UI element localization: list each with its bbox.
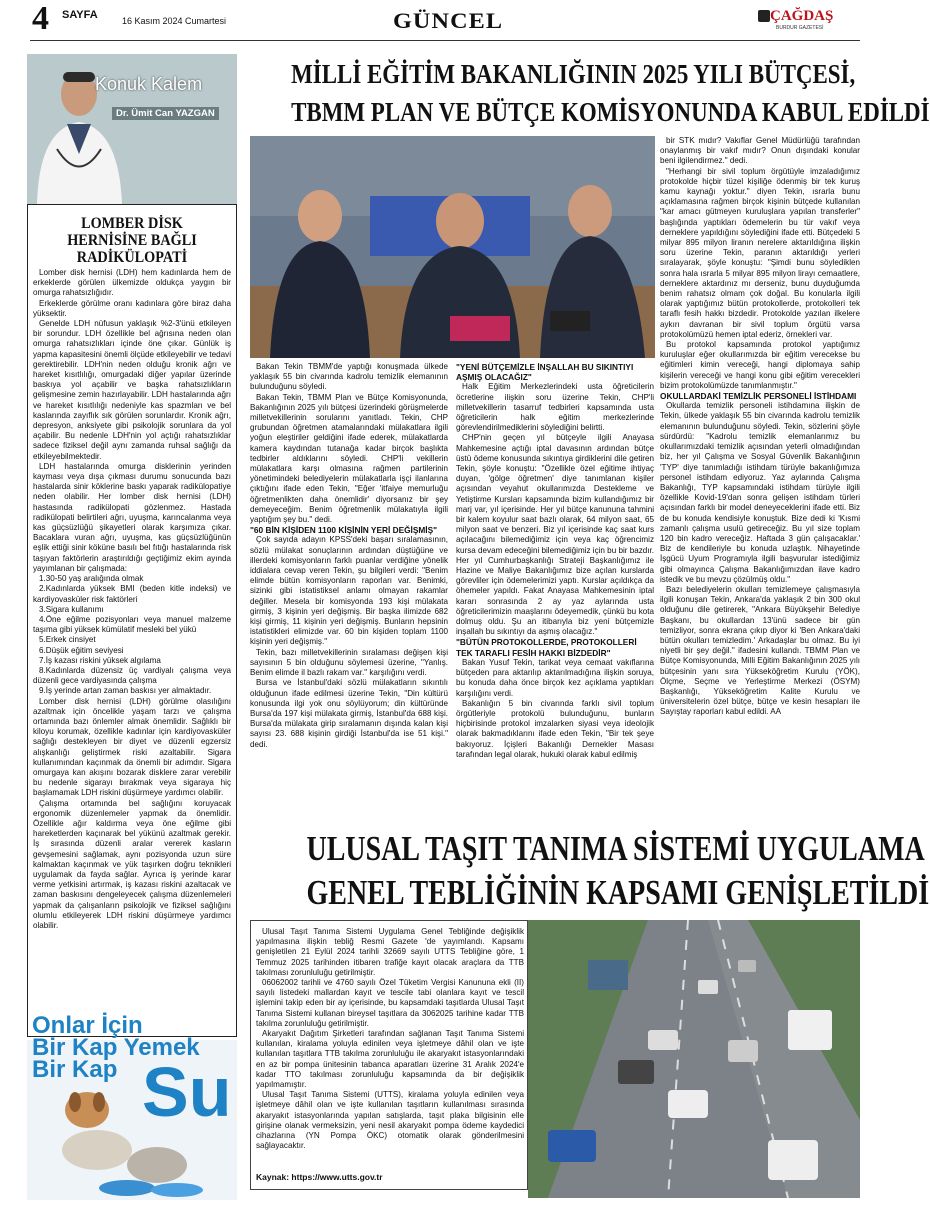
ad-line2: Bir Kap Yemek [32,1034,200,1061]
paragraph: Lomber disk hernisi (LDH) hem kadınlarda hem de erkeklerde görülen ülkemizde oldukça yaygın bir omurga rahatsızlığıdır. [33,268,231,298]
page-header [0,0,862,42]
paragraph: 4.Öne eğilme pozisyonları veya manuel malzeme taşıma gibi yüksek kümülatif mesleki bel yükü [33,614,231,635]
columnist-author: Dr. Ümit Can YAZGAN [112,107,219,120]
second-story-source: Kaynak: https://www.utts.gov.tr [256,1172,383,1182]
paragraph: Çok sayıda adayın KPSS'deki başarı sıralamasının, sözlü mülakat sonuçlarının ardından düştüğüne ve illerdeki komisyonların farklı puanlar verdiğine yönelik iddialara cevap veren Tekin, şu bilgileri verdi: "Benim elimde bütün komisyonların raporları var. Benimki, sizinki gibi istatistiksel anlamı olmayan rakamlar değiller. Mesela bir komisyonda 193 kişi mülakata girmiş, 3 kişinin yeri değişmiş. Bir başka ilimizde 682 kişi girmiş, 11 kişinin yeri değişmiş. Bunların hepsinin istatistikleri elimizde var. 60 bin kişiden toplam 1100 kişinin yeri değişmiş." [250,535,448,647]
paragraph: Bursa ve İstanbul'daki sözlü mülakatların sıkıntılı olduğunun ifade edilmesi üzerine Tekin, "Din kültürü konusunda ilgi yok onu söylüyorum; din kültüründe Bursa'da 197 kişi mülakata girmiş, İstanbul'da 688 kişi. Bursa'da mülakata girip sıralamanın dışında kalan kişi sayısı 23. 688 kişinin girdiği İstanbul'da ise 51 kişi." dedi. [250,678,448,749]
header-rule [30,40,860,41]
issue-date: 16 Kasım 2024 Cumartesi [122,16,227,26]
paragraph: 9.İş yerinde artan zaman baskısı yer almaktadır. [39,686,212,696]
paragraph: Okullarda temizlik personeli istihdamına ilişkin de Tekin, ülkede yaklaşık 55 bin civarında kadrolu temizlik elemanının bulunduğunu söyledi. Tekin, sözlerini şöyle sürdürdü: "Kadrolu temizlik elemanlarımız bu okullarımızdaki temizlik açısından yeterli olmadığından biz, her yıl Çalışma ve Sosyal Güvenlik Bakanlığının 'TYP' diye tanımladığı istihdam türüyle bakanlığımıza personel istihdam ediyoruz. Yaz aylarında Çalışma Bakanlığı, TYP kapsamındaki istihdam türüyle ilgili özellikle Kovid-19'dan sonra gelişen istihdam türleri açısından farklı bir model deneyeceklerini ifade etti. Biz de bu konuda kendisiyle konuştuk. Bize dedi ki 'Kısmi zamanlı çalışma usulü getireceğiz. Bu yıl size toplam 120 bin kadro vereceğiz. Haftada 3 gün çalışacaklar.' Biz de kendileriyle bu konuda uzlaştık. Nihayetinde İşgücü Uyum Programıyla ilgili başvurular istediğimiz gibi olmayınca Çalışma Bakanlığımızdan ilave kadro istedik ve bu mevzu çözülmüş oldu." [660,401,860,584]
paragraph: Akaryakıt Dağıtım Şirketleri tarafından sağlanan Taşıt Tanıma Sistemi kullanılan, kiralama yoluyla edinilen veya işletmeye dâhil olan ve işte kullanılan taşıtlara TTB takılma zorunluluğu ile akaryakıt istasyonlarındaki en az bir pompa ünitesinin tabanca aparatları üzerine 31 Aralık 2024'e kadar TTO takılması zorunluluğu kapsamında da bir değişiklik yapılmamıştır. [256,1029,524,1090]
paragraph: Ulusal Taşıt Tanıma Sistemi Uygulama Genel Tebliğinde değişiklik yapılmasına ilişkin tebliğ Resmi Gazete 'de yayımlandı. Kapsamı genişletilen 21 Eylül 2024 tarihli 32669 sayılı UTTS Tebliğine göre, 1 Temmuz 2025 tarihinden itibaren trafiğe kayıt olacak araçlara da TTB takılması zorunluluğu getirilmiştir. [256,927,524,977]
paragraph: Ulusal Taşıt Tanıma Sistemi (UTTS), kiralama yoluyla edinilen veya işletmeye dâhil olan ve işte kullanılan taşıtların kullanılması sırasında akaryakıt istasyonlarında yapılan satışlarda, taşıt plaka bilgisinin elle girişine olanak vermeksizin, yeni nesil akaryakıt pompa ödeme kaydedici cihazlarına (YN Pompa ÖKC) otomatik olarak gönderilmesini sağlayacaktır. [256,1090,524,1151]
main-column-3 [660,136,860,718]
paragraph: Tekin, bazı milletvekillerinin sıralaması değişen kişi sayısının 5 bin olduğunu söylemesi üzerine, "Yanlış. Benim elimde il bazlı rakam var." karşılığını verdi. [250,647,448,678]
paragraph: 1.30-50 yaş aralığında olmak [39,574,144,584]
subheading: "YENİ BÜTÇEMİZLE İNŞALLAH BU SIKINTIYI AŞMIŞ OLACAĞIZ" [456,362,634,383]
subheading: "BÜTÜN PROTOKOLLERDE, PROTOKOLLERİ TEK TARAFLI FESİH HAKKI BİZDEDİR" [456,637,637,658]
paragraph: 3.Sigara kullanımı [39,604,104,614]
commission-photo [250,136,655,358]
paragraph: CHP'nin geçen yıl bütçeyle ilgili Anayasa Mahkemesine açtığı iptal davasının ardından bütçe üstü ödeme konusunda sıkıntıya girdiklerini dile getiren Tekin, şöyle konuştu: "Özellikle özel eğitime ihtiyaç duyan, 'gölge öğretmen' diye tanımlanan kişiler açısından veyahut okullarımızda Destekleme ve Yetiştirme Kursları kapsamında bizim kullandığımız bir marj var, yıl içerisinde. Her yıl bütçe kanununa tahmini bir kalem koyulur saat bazlı olarak, 64 milyon saat, 65 milyon saat ve benzeri. Biz yıl içerisinde kaç saat kurs açılacağını bilemediğimiz için veya kaç öğrencimiz kursa devam edeceğini bilemediğimiz için bu bir bazdır. Her yıl Cumhurbaşkanlığı Strateji Başkanlığımız ile Hazine ve Maliye Bakanlığımız bize açılan kurslarda görevliler için ödemelerimizi yaptı. Kurslar açıldıkça da öhemeler yapıldı. Fakat Anayasa Mahkemesinin iptal kararı sonrasında 2 ay yaz aylarında usta öğreticilerimizin maaşlarını ödeyemedik, çünkü bu kota dolmuş oldu. Şu an itibarıyla biz yeni bütçemizle inşallah bu sıkıntıyı da aşmış olacağız." [456,433,654,637]
second-story-body [256,927,524,1151]
column-body [33,268,231,931]
logo-tagline: BURDUR GAZETESİ [776,25,824,31]
paragraph: LDH hastalarında omurga disklerinin yerinden kayması veya dışa çıkması durumu sonucunda bazı hastalarda sinir köklerine baskı yaparak radikülopatiye neden olabilir. Her lomber disk hernisi (LDH) hastasında radikülopati gözlenmez. Hastada radikülopati belirtileri ağrı, uyuşma, karıncalanma veya kas güçsüzlüğü şikayetleri olarak karşımıza çıkar. Bacaklara vuran ağrı, uyuşma, kas güçsüzlüğünün eşlik ettiği sinir köküne basılı bel fıtığı hastalarında risk taşıyan faktörlerin araştırıldığı geçtiğimiz ekim ayında yayımlanan bir çalışmada: [33,461,231,573]
paragraph: Bakan Yusuf Tekin, tarikat veya cemaat vakıflarına bütçeden para aktarılıp aktarılmadığına ilişkin soruya, bu konuda daha önce birçok kez açıklama yaptıkları karşılığını verdi. [456,657,654,698]
paragraph: Lomber disk hernisi (LDH) görülme olasılığını azaltmak için öncelikle yaşam tarzı ve çalışma ortamında bazı önlemler almak önemlidir. Sağlıklı bir kiloyu korumak, özellikle kadınlar için kardiyovasküler sağlığı destekleyen bir diyet ve düzenli egzersiz alışkanlığı geliştirmek riski azaltabilir. Sigara kullanımından kaçınmak da önemli bir adımdır. Sigara omurgaya kan akışını bozarak disklere zarar verebilir bu nedenle sigarayı bırakmak veya sigaraya hiç başlamamak LDH riskini düşürmeye yardımcı olabilir. [33,696,231,798]
column-headline: LOMBER DİSK HERNİSİNE BAĞLI RADİKÜLOPATİ [67,215,197,266]
paragraph: Erkeklerde görülme oranı kadınlara göre biraz daha yüksektir. [33,298,231,318]
ad-line1: Onlar İçin [32,1012,143,1039]
ad-big-text: Su [142,1053,232,1131]
main-column-1 [250,362,448,750]
main-column-2 [456,362,654,760]
ad-line3: Bir Kap [32,1056,118,1083]
paragraph: Bu protokol kapsamında protokol yaptığımız kuruluşlar eğer okullarımızda bir eğitim verecekse bu eğitimleri kimin vereceği, hangi diplomaya sahip kişilerin vereceği ve hangi konu gibi eğitim verecekleri bizim protokolümüzde tanımlanmıştır." [660,340,860,390]
paragraph: 2.Kadınlarda yüksek BMI (beden kitle indeksi) ve kardiyovasküler risk faktörleri [33,584,231,604]
paragraph: bir STK mıdır? Vakıflar Genel Müdürlüğü tarafından onaylanmış bir vakıf mıdır? Onun dışındaki konular beni ilgilendirmez." dedi. [660,136,860,166]
subheading: "60 BİN KİŞİDEN 1100 KİŞİNİN YERİ DEĞİŞMİŞ" [250,525,438,536]
paragraph: "Herhangi bir sivil toplum örgütüyle imzaladığımız protokolde hiçbir tüzel kişiliğe ödenmiş bir tek kuruş kamu kaynağı yoktur." diyen Tekin, ısrarla bunu açıklamasına rağmen birçok kişinin bütçede kullanılan "kar amacı gütmeyen kuruluşlara yapılan transferler" başlığında yaptıkları ödemelerin bu tür vakıf veya derneklere yapıldığını söylediğini ifade etti. Bütçedeki 5 milyar 895 milyon liranın nerelere aktarıldığına ilişkin soru üzerine Tekin, paranın aktarıldığı yerleri sıralayarak, şöyle konuştu: "Şimdi bunu söylediklen sonra hala ısrarla 5 milyar 895 milyon lirayı cemaatlere, derneklere aktardınız mı derseniz, bunu duyduğumda benim rahatsız olmam çok doğal. Bu konularla ilgili olarak yaptığımız bütün protokollerde, protokolleri tek taraflı fesih hakkı bizdedir. Protokolde yazılan ilkelere aykırı davranan bir sivil toplum örgütü varsa protokolümüzü hemen iptal ederiz, örnekleri var. [660,166,860,339]
second-headline-line1: ULUSAL TAŞIT TANIMA SİSTEMİ UYGULAMA [306,829,925,868]
paragraph: 7.İş kazası riskini yüksek algılama [39,655,161,665]
paragraph: 5.Erkek cinsiyet [39,635,96,645]
section-title: GÜNCEL [392,8,504,33]
page-number: 4 [32,0,49,37]
paragraph: 8.Kadınlarda düzensiz üç vardiyalı çalışma veya düzenli gece vardiyasında çalışma [33,665,231,686]
paragraph: 06062002 tarihli ve 4760 sayılı Özel Tüketim Vergisi Kanununa ekli (II) sayılı listedeki mallardan kayıt ve tescile tabi olanlara kayıt ve tescil işlemini takip eden bir ay içerisinde, bu kapsamdaki taşıtlarda Ulusal Taşıt Tanıma Sistemi kullanan bireysel taşıtlara da 3062025 tarihine kadar TTB takılma zorunluluğu getirilmiştir. [256,978,524,1028]
newspaper-logo [758,8,860,34]
subheading: OKULLARDAKİ TEMİZLİK PERSONELİ İSTİHDAMI [660,391,857,402]
paragraph: Genelde LDH nüfusun yaklaşık %2-3'ünü etkileyen bir sorundur. LDH özellikle bel ağrısına neden olan omurga rahatsızlıkları içinde öne çıkar. Günlük iş yapma kapasitesini önemli ölçüde etkileyebilir ve tedavi gerektirebilir. LDH'nin neden olduğu kronik ağrı ve hareket kısıtlılığı, omurgadaki diğer yapılar üzerinde baskıya yol açabilir ve başka rahatsızlıkların gelişmesine zemin hazırlayabilir. LDH hastalarında ağrı ve hareket kısıtlılığı nedeniyle kas spazmları ve bel kaslarında zayıflık sık görülen sorunlardır. Kronik ağrı, depresyon, anksiyete gibi psikolojik sorunlara da yol açabilir. Bu nedenle LDH'nin yol açtığı rahatsızlıklar sadece fiziksel değil aynı zamanda ruhsal sağlığı da etkileyebilmektedir. [33,319,231,461]
main-headline [291,55,930,131]
second-headline [306,827,930,915]
paragraph: Bazı belediyelerin okulları temizlemeye çalışmasıyla ilgili konuşan Tekin, Ankara'da yaklaşık 2 bin 300 okul olduğunu dile getirerek, "Ankara Büyükşehir Belediye Başkanı, bu okullardan 13'ünü sadece bir gün temizliyor, sonra ekrana çıkıp diyor ki 'Ben Ankara'daki bütün okulları temizledim.' Arkadaşlar bu olmaz. Bu iyi niyetli bir şey değil." ifadesini kullandı. TBMM Plan ve Bütçe Komisyonunda, Milli Eğitim Bakanlığının 2025 yılı bütçesinin yanı sıra Yükseköğretim Kurulu (YÖK), Ölçme, Seçme ve Yerleştirme Merkezi (ÖSYM) Başkanlığı, Yükseköğretim Kalite Kurulu ve üniversitelerin özel bütçe, bütçe ve kesin hesapları ile Sayıştay raporları kabul edildi. AA [660,584,860,717]
highway-photo [528,920,860,1198]
main-headline-line1: MİLLİ EĞİTİM BAKANLIĞININ 2025 YILI BÜTÇESİ, [291,59,856,89]
paragraph: Bakanlığın 5 bin civarında farklı sivil toplum örgütleriyle protokolü bulunduğunu, bunların hiçbirisinde protokol imzalarken siyasi veya ideolojik olarak bakmadıklarını ifade eden Tekin, "Bir tek şeye bakıyoruz. İçişleri Bakanlığı Dernekler Masası tarafından legal olarak, hukuki olarak kabul edilmiş [456,698,654,759]
paragraph: Bakan Tekin, TBMM Plan ve Bütçe Komisyonunda, Bakanlığının 2025 yılı bütçesi üzerindeki görüşmelerde milletvekillerinin sorularını yanıtladı. Tekin, CHP grubundan öğretmen atamalarındaki mülakatlara ilgili yoğun eleştiriler geldiğini ifade ederek, mülakatlarda kamera kaydından tutanağa kadar birçok başlıkta tedbirler aldıklarını söyledi. CHP'li vekillerin mülakatlara karşı olmasına rağmen partilerinin yönetimindeki belediyelerin mülakatlarla işçi ilanlarına çıktığını ifade eden Tekin, "Eğer 'itfaiye memurluğu öğretmenlikten daha önemlidir' diyorsanız bir şey demeyeceğim. Benim öğretmenlik mülakatıyla ilgili yaptığım şey bu." dedi. [250,392,448,525]
columnist-label: Konuk Kalem [95,74,203,94]
paragraph: Bakan Tekin TBMM'de yaptığı konuşmada ülkede yaklaşık 55 bin civarında kadrolu temizlik elemanının bulunduğunu söyledi. [250,362,448,392]
page-label: SAYFA [62,9,98,21]
traffic-photo [528,920,860,1198]
paragraph: Çalışma ortamında bel sağlığını koruyacak ergonomik düzenlemeler yapmak da önemlidir. Özellikle ağır kaldırma veya öne eğilme gibi hareketlerden kaçınarak bel yükünü azaltmak gerekir. İş sırasında düzenli aralar vererek kasların gevşemesini sağlamak, aynı pozisyonda uzun süre kalmaktan kaçınmak ve yük taşırken doğru teknikleri uygulamak da fayda sağlar. Ayrıca iş yerinde karar verme yetkisini artırmak, iş kazası riskini azaltacak ve zaman baskısını dengeleyecek çalışma düzenlemeleri yapmak da çalışanların psikolojik ve fiziksel sağlığını olumlu etkileyerek LDH riskini düşürmeye yardımcı olabilir. [33,798,231,930]
main-headline-line2: TBMM PLAN VE BÜTÇE KOMİSYONUNDA KABUL EDİLDİ [291,97,930,127]
logo-name: ÇAĞDAŞ [770,8,834,24]
main-photo [250,136,655,358]
second-headline-line2: GENEL TEBLİĞİNİN KAPSAMI GENİŞLETİLDİ [306,873,930,912]
paragraph: 6.Düşük eğitim seviyesi [39,645,124,655]
logo-icon [758,10,770,22]
paragraph: Halk Eğitim Merkezlerindeki usta öğreticilerin öcretlerine ilişkin soru üzerine Tekin, CHP'li milletvekillerin tasarruf tedbirleri kapsamında usta öğreticilerin halk eğitim merkezlerinde görevlendirilmediklerini söylediğini belirtti. [456,382,654,433]
